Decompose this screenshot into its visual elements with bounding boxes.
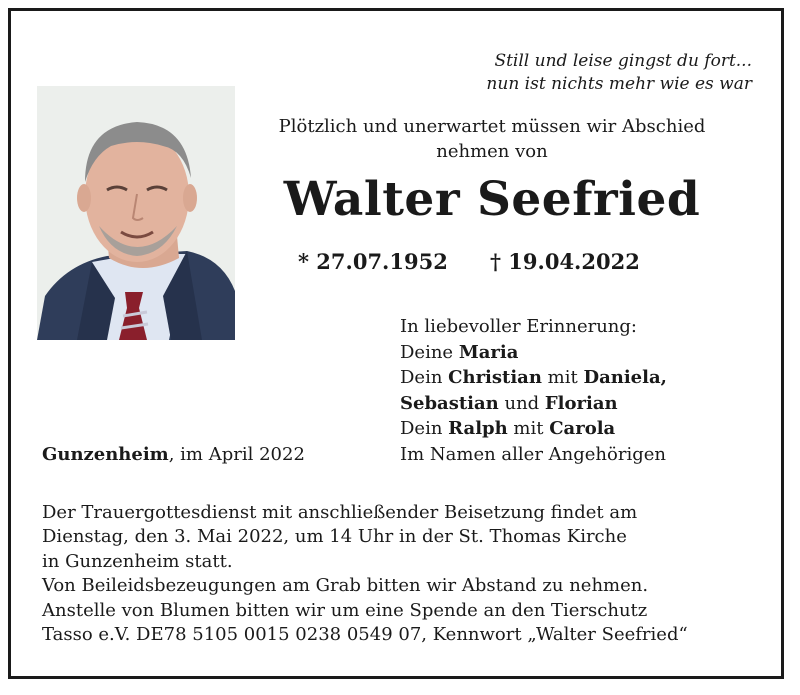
mourner-line (400, 340, 667, 366)
notice-line: Anstelle von Blumen bitten wir um eine Spende an den Tierschutz (42, 599, 648, 621)
motto-verse (486, 50, 752, 96)
mourner-name: Sebastian (400, 392, 499, 414)
portrait-illustration (37, 86, 235, 340)
motto-line-2: nun ist nichts mehr wie es war (486, 74, 752, 94)
death-date: † 19.04.2022 (490, 249, 640, 274)
mourner-name: Carola (549, 418, 616, 440)
motto-line-1: Still und leise gingst du fort... (494, 51, 752, 71)
birth-date: * 27.07.1952 (298, 249, 448, 274)
intro-line-2: nehmen von (436, 141, 548, 162)
mourner-prefix: Dein (400, 367, 449, 389)
mourner-name: Maria (458, 341, 519, 363)
intro-line-1: Plötzlich und unerwartet müssen wir Abschied (278, 116, 706, 137)
mourners-closing: Im Namen aller Angehörigen (400, 443, 666, 465)
deceased-name: Walter Seefried (283, 172, 701, 227)
mourner-line (400, 416, 667, 442)
notice-line: Der Trauergottesdienst mit anschließender Beisetzung findet am (42, 502, 638, 523)
mourner-prefix: Dein (400, 418, 449, 440)
notice-line: in Gunzenheim statt. (42, 550, 233, 572)
place-town: Gunzenheim (42, 444, 169, 465)
mourner-name: Christian (448, 367, 542, 389)
mourner-line (400, 391, 667, 417)
place-and-date (42, 442, 305, 467)
mourner-connector: und (498, 392, 545, 414)
notice-line: Tasso e.V. DE78 5105 0015 0238 0549 07, Kennwort „Walter Seefried“ (42, 624, 688, 646)
mourner-name: Daniela, (583, 367, 667, 389)
intro-text (252, 114, 732, 164)
portrait-photo (37, 86, 235, 340)
mourner-prefix: Deine (400, 341, 459, 363)
mourners-heading: In liebevoller Erinnerung: (400, 316, 637, 337)
mourner-connector: mit (507, 418, 550, 440)
notice-line: Dienstag, den 3. Mai 2022, um 14 Uhr in der St. Thomas Kirche (42, 526, 627, 548)
mourners-list (400, 314, 667, 468)
mourner-name: Florian (544, 392, 618, 414)
funeral-notice (42, 501, 762, 647)
mourner-name: Ralph (448, 418, 508, 440)
mourner-line (400, 365, 667, 391)
place-date: , im April 2022 (168, 444, 305, 465)
notice-line: Von Beileidsbezeugungen am Grab bitten wir Abstand zu nehmen. (42, 575, 649, 597)
mourner-connector: mit (541, 367, 584, 389)
